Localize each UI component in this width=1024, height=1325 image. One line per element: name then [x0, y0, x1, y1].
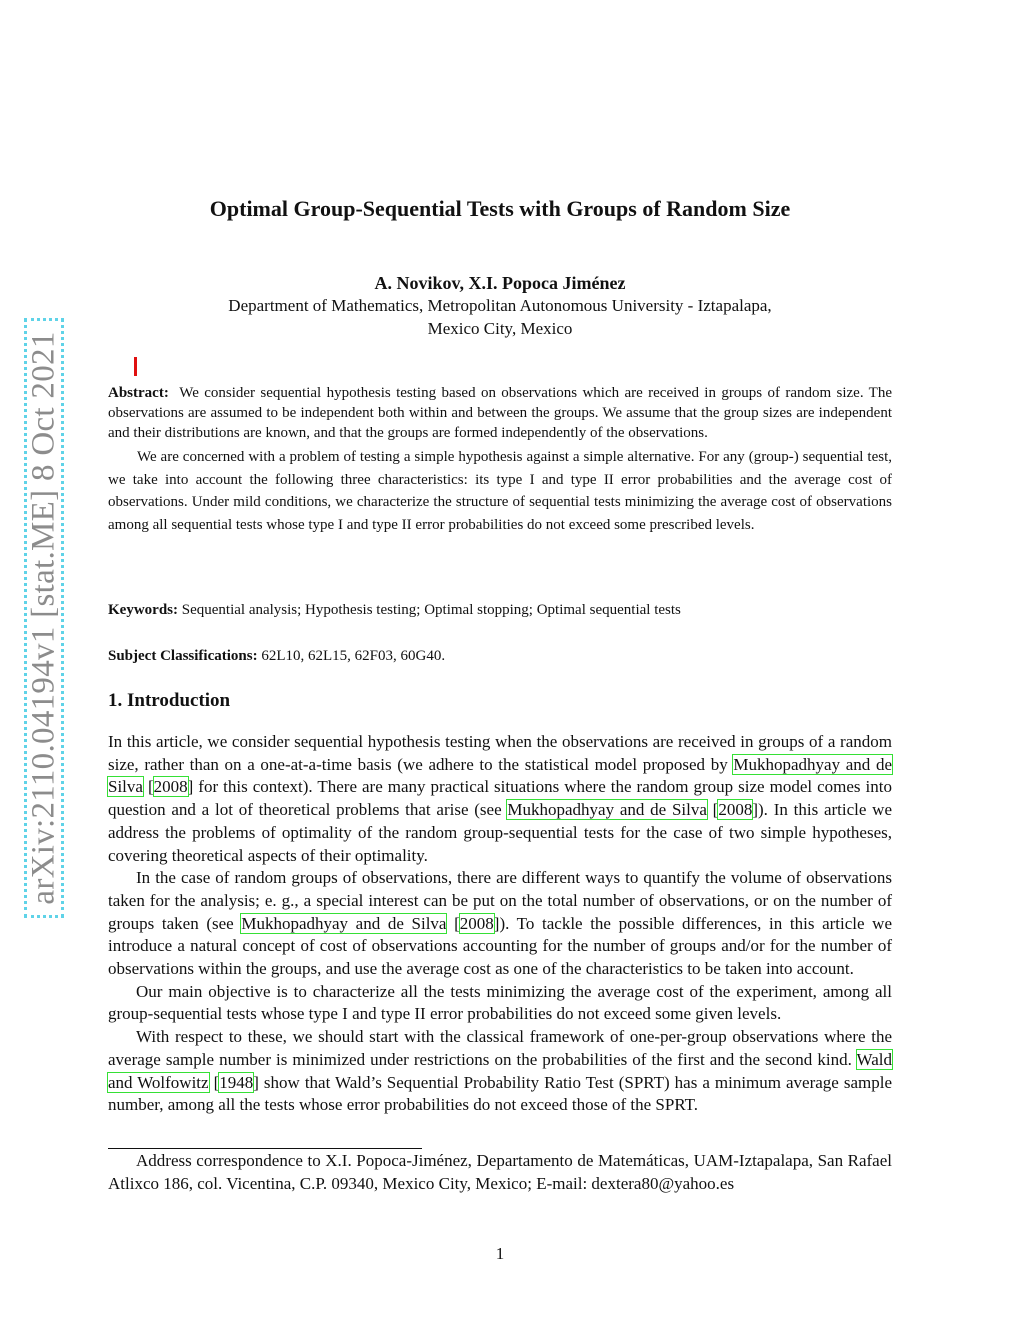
citation-year-link-2008[interactable]: 2008	[153, 777, 188, 797]
abstract-label: Abstract:	[108, 385, 169, 401]
intro-p4-text-a: With respect to these, we should start with the classical framework of one-per-group observations where the average sample number is minimized under restrictions on the probabilities of the first and the second kind.	[108, 1027, 892, 1069]
abstract-paragraph-1	[108, 383, 892, 443]
intro-paragraph-3: Our main objective is to characterize all the tests minimizing the average cost of the experiment, among all group-sequential tests whose type I and type II error probabilities do not exceed some given levels.	[108, 981, 892, 1024]
intro-p1-text-b: [	[142, 777, 154, 797]
citation-link-mukhopadhyay[interactable]: Mukhopadhyay and de Silva	[108, 754, 892, 797]
intro-p1-text-e: ]). In this article we address the problems of optimality of the random group-sequential tests for the case of two simple hypotheses, covering theoretical aspects of their optimality.	[108, 800, 892, 865]
intro-p2-text-b: [	[446, 913, 460, 933]
keywords-text: Sequential analysis; Hypothesis testing; Optimal stopping; Optimal sequential tests	[181, 602, 681, 618]
intro-p1-text-c: ] for this context). There are many practical situations where the random group size model comes into question and a lot of theoretical problems that arise (see	[108, 777, 892, 820]
keywords-label: Keywords:	[108, 602, 178, 618]
paper-title: Optimal Group-Sequential Tests with Groups of Random Size	[209, 196, 791, 221]
paper-authors: A. Novikov, X.I. Popoca Jiménez	[374, 273, 626, 293]
footnote-rule	[108, 1148, 422, 1149]
citation-link-wald-wolfowitz[interactable]: Wald and Wolfowitz	[108, 1049, 892, 1092]
abstract	[108, 383, 892, 537]
citation-link-mukhopadhyay[interactable]: Mukhopadhyay and de Silva	[241, 913, 447, 933]
subject-text: 62L10, 62L15, 62F03, 60G40.	[261, 648, 446, 664]
intro-paragraph-1	[108, 731, 892, 867]
intro-p2-text-a: In the case of random groups of observations, there are different ways to quantify the volume of observations taken for the analysis; e. g., a special interest can be put on the total number of observations, or on the number of groups taken (see	[108, 868, 892, 933]
intro-paragraph-2	[108, 867, 892, 981]
page-number: 1	[495, 1244, 505, 1263]
abstract-paragraph-2: We are concerned with a problem of testing a simple hypothesis against a simple alternative. For any (group-) sequential test, we take into account the following three characteristics: its type I and type II error probabilities and the average cost of observations. Under mild conditions, we characterize the structure of sequential tests minimizing the average cost of observations among all sequential tests whose type I and type II error probabilities do not exceed some prescribed levels.	[108, 449, 892, 534]
arxiv-stamp[interactable]	[24, 318, 64, 918]
affiliation-line-1: Department of Mathematics, Metropolitan Autonomous University - Iztapalapa,	[228, 296, 772, 315]
intro-p2-text-c: ]). To tackle the possible differences, in this article we introduce a natural concept of cost of observations accounting for the number of groups and/or for the number of observations within the groups, and use the average cost as one of the characteristics to be taken into account.	[108, 913, 892, 979]
subject-label: Subject Classifications:	[108, 648, 258, 664]
intro-p1-text-d: [	[706, 800, 719, 820]
citation-link-mukhopadhyay[interactable]: Mukhopadhyay and de Silva	[507, 800, 707, 820]
subject-classifications	[108, 648, 892, 665]
intro-p4-text-c: ] show that Wald’s Sequential Probability Ratio Test (SPRT) has a minimum average sample number, among all the tests whose error probabilities do not exceed those of the SPRT.	[108, 1072, 893, 1115]
abstract-text-1: We consider sequential hypothesis testing based on observations which are received in groups of random size. The observations are assumed to be independent both within and between the groups. We assume that the group sizes are independent and their distributions are known, and that the groups are formed independently of the observations.	[108, 385, 892, 441]
citation-year-link-2008[interactable]: 2008	[718, 800, 753, 820]
intro-paragraph-4	[108, 1026, 892, 1117]
red-cursor-mark	[134, 357, 137, 376]
arxiv-id-text: arXiv:2110.04194v1 [stat.ME] 8 Oct 2021	[25, 331, 62, 905]
citation-year-link-2008[interactable]: 2008	[459, 913, 494, 933]
affiliation-line-2: Mexico City, Mexico	[427, 319, 573, 338]
intro-p1-text-a: In this article, we consider sequential hypothesis testing when the observations are received in groups of a random size, rather than on a one-at-a-time basis (we adhere to the statistical model proposed by	[108, 732, 892, 774]
keywords	[108, 602, 892, 619]
introduction-body	[108, 731, 892, 1117]
footnote: Address correspondence to X.I. Popoca-Jiménez, Departamento de Matemáticas, UAM-Iztapalapa, San Rafael Atlixco 186, col. Vicentina, C.P. 09340, Mexico City, Mexico; E-mail: dextera80@yahoo.es	[108, 1151, 892, 1193]
section-heading-introduction: 1. Introduction	[108, 690, 231, 711]
intro-p4-text-b: [	[208, 1072, 220, 1092]
citation-year-link-1948[interactable]: 1948	[219, 1072, 254, 1092]
